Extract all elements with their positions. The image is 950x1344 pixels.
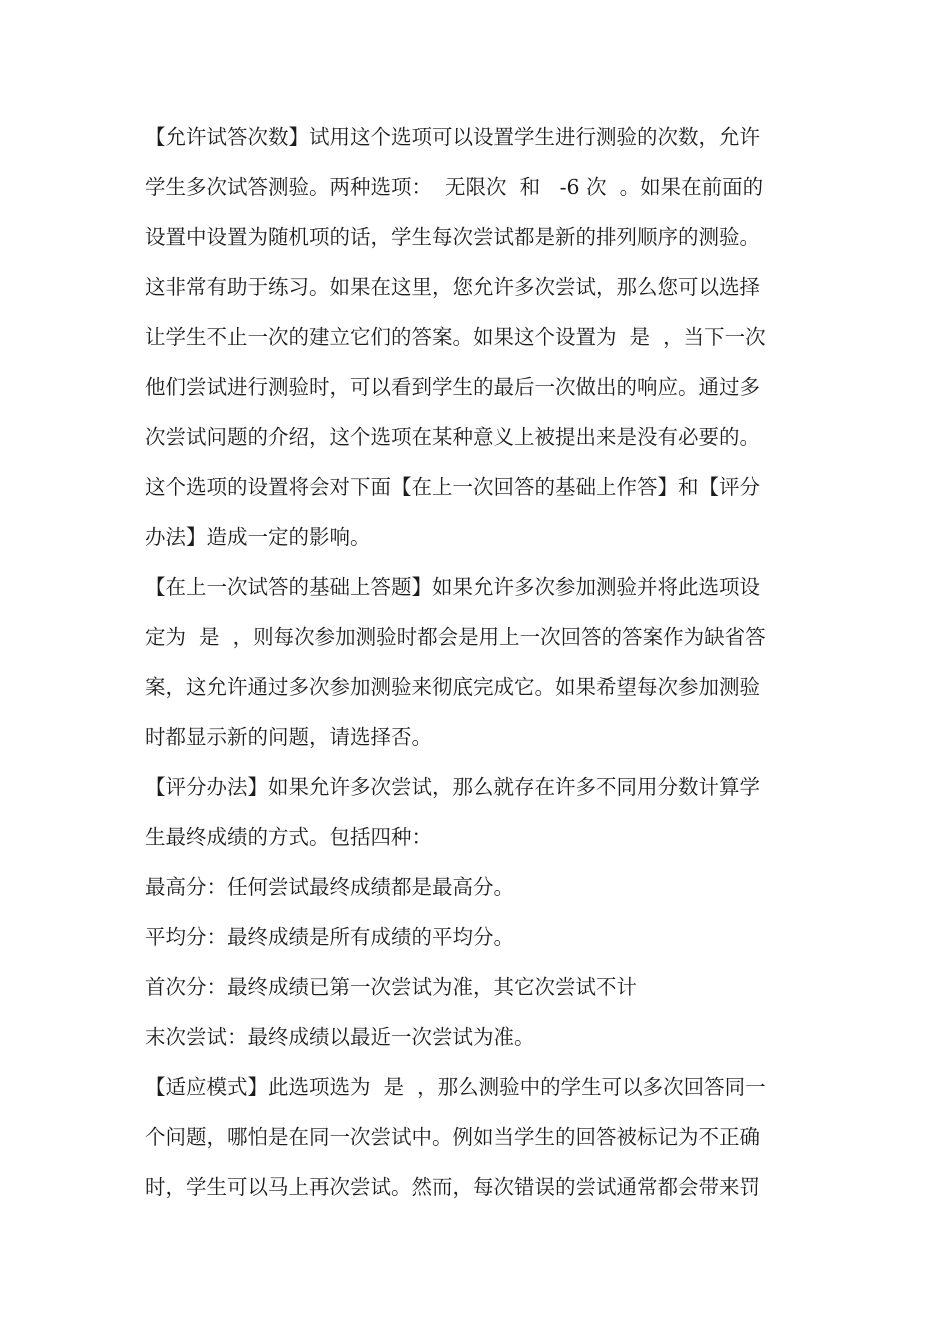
text-line: 让学生不止一次的建立它们的答案。如果这个设置为 是 ，当下一次 xyxy=(145,325,766,349)
text-line: 首次分：最终成绩已第一次尝试为准，其它次尝试不计 xyxy=(145,975,637,999)
document-body xyxy=(145,112,810,1212)
text-line: 定为 是 ，则每次参加测验时都会是用上一次回答的答案作为缺省答 xyxy=(145,625,766,649)
text-line: 平均分：最终成绩是所有成绩的平均分。 xyxy=(145,925,514,949)
text-line: 生最终成绩的方式。包括四种： xyxy=(145,825,432,849)
text-line: 【评分办法】如果允许多次尝试，那么就存在许多不同用分数计算学 xyxy=(145,775,760,799)
text-line: 个问题，哪怕是在同一次尝试中。例如当学生的回答被标记为不正确 xyxy=(145,1125,760,1149)
text-line: 设置中设置为随机项的话，学生每次尝试都是新的排列顺序的测验。 xyxy=(145,225,760,249)
text-line: 这非常有助于练习。如果在这里，您允许多次尝试，那么您可以选择 xyxy=(145,275,760,299)
text-line: 末次尝试：最终成绩以最近一次尝试为准。 xyxy=(145,1025,535,1049)
text-line: 这个选项的设置将会对下面【在上一次回答的基础上作答】和【评分 xyxy=(145,475,760,499)
text-line: 时都显示新的问题，请选择否。 xyxy=(145,725,432,749)
text-line: 学生多次试答测验。两种选项： 无限次 和 -6 次 。如果在前面的 xyxy=(145,175,764,199)
text-line: 【在上一次试答的基础上答题】如果允许多次参加测验并将此选项设 xyxy=(145,575,760,599)
text-line: 他们尝试进行测验时，可以看到学生的最后一次做出的响应。通过多 xyxy=(145,375,760,399)
text-line: 时，学生可以马上再次尝试。然而，每次错误的尝试通常都会带来罚 xyxy=(145,1175,760,1199)
text-line: 【适应模式】此选项选为 是 ，那么测验中的学生可以多次回答同一 xyxy=(145,1075,766,1099)
text-line: 最高分：任何尝试最终成绩都是最高分。 xyxy=(145,875,514,899)
text-line: 案，这允许通过多次参加测验来彻底完成它。如果希望每次参加测验 xyxy=(145,675,760,699)
text-line: 【允许试答次数】试用这个选项可以设置学生进行测验的次数，允许 xyxy=(145,125,760,149)
text-line: 办法】造成一定的影响。 xyxy=(145,525,371,549)
text-line: 次尝试问题的介绍，这个选项在某种意义上被提出来是没有必要的。 xyxy=(145,425,760,449)
